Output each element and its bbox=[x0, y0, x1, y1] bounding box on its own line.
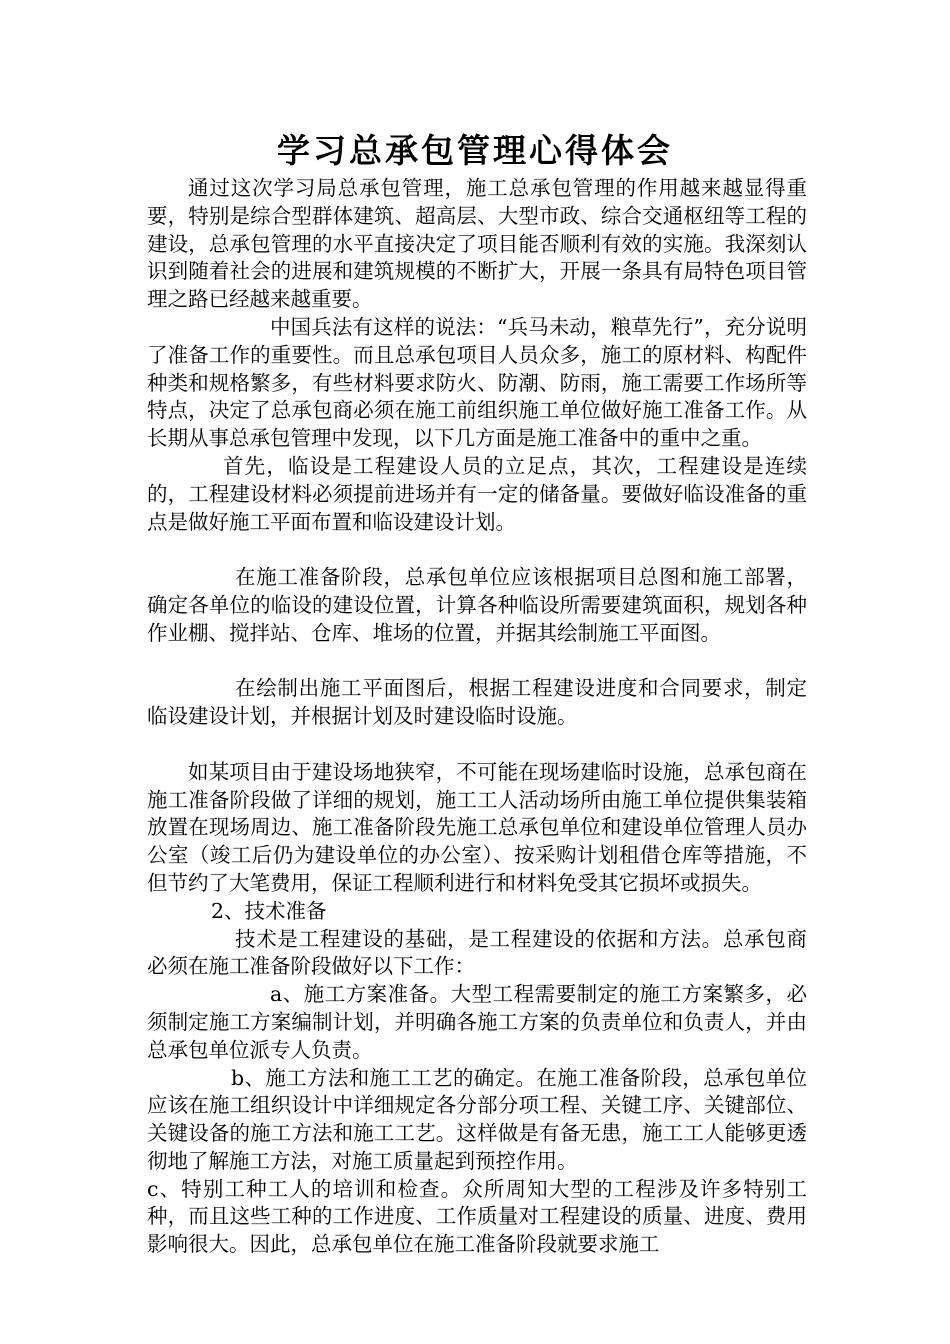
paragraph-temporary-facilities: 首先，临设是工程建设人员的立足点，其次，工程建设是连续的，工程建设材料必须提前进场并有一定的储备量。要做好临设准备的重点是做好施工平面布置和临设建设计划。 bbox=[147, 453, 807, 534]
paragraph-intro: 通过这次学习局总承包管理，施工总承包管理的作用越来越显得重要，特别是综合型群体建筑、超高层、大型市政、综合交通枢纽等工程的建设，总承包管理的水平直接决定了项目能否顺利有效的实施。我深刻认识到随着社会的进展和建筑规模的不断扩大，开展一条具有局特色项目管理之路已经越来越重要。 bbox=[147, 176, 807, 312]
list-item-a-construction-plans: a、施工方案准备。大型工程需要制定的施工方案繁多，必须制定施工方案编制计划，并明确各施工方案的负责单位和负责人，并由总承包单位派专人负责。 bbox=[147, 982, 807, 1062]
paragraph-site-layout: 在施工准备阶段，总承包单位应该根据项目总图和施工部署，确定各单位的临设的建设位置，计算各种临设所需要建筑面积，规划各种作业棚、搅拌站、仓库、堆场的位置，并据其绘制施工平面图。 bbox=[147, 565, 807, 645]
paragraph-preparation-importance: 中国兵法有这样的说法：“兵马未动，粮草先行”，充分说明了准备工作的重要性。而且总承包项目人员众多，施工的原材料、构配件种类和规格繁多，有些材料要求防火、防潮、防雨，施工需要工作场所等特点，决定了总承包商必须在施工前组织施工单位做好施工准备工作。从长期从事总承包管理中发现，以下几方面是施工准备中的重中之重。 bbox=[147, 314, 807, 451]
paragraph-spacer bbox=[147, 648, 807, 676]
document-body bbox=[147, 175, 807, 1259]
paragraph-spacer bbox=[147, 731, 807, 759]
document-title: 学习总承包管理心得体会 bbox=[277, 131, 673, 170]
section-heading-technical-preparation: 2、技术准备 bbox=[211, 898, 327, 923]
paragraph-project-example: 如某项目由于建设场地狭窄，不可能在现场建临时设施，总承包商在施工准备阶段做了详细的规划，施工工人活动场所由施工单位提供集装箱放置在现场周边、施工准备阶段先施工总承包单位和建设单位管理人员办公室（竣工后仍为建设单位的办公室）、按采购计划租借仓库等措施，不但节约了大笔费用，保证工程顺利进行和材料免受其它损坏或损失。 bbox=[147, 759, 807, 895]
list-item-b-methods-and-processes: b、施工方法和施工工艺的确定。在施工准备阶段，总承包单位应该在施工组织设计中详细规定各分部分项工程、关键工序、关键部位、关键设备的施工方法和施工工艺。这样做是有备无患，施工工人能够更透彻地了解施工方法，对施工质量起到预控作用。 bbox=[147, 1065, 807, 1173]
paragraph-construction-plan: 在绘制出施工平面图后，根据工程建设进度和合同要求，制定临设建设计划，并根据计划及时建设临时设施。 bbox=[147, 676, 807, 729]
list-item-c-worker-training: c、特别工种工人的培训和检查。众所周知大型的工程涉及许多特别工种，而且这些工种的工作进度、工作质量对工程建设的质量、进度、费用影响很大。因此，总承包单位在施工准备阶段就要求施工 bbox=[147, 1176, 807, 1257]
paragraph-technical-basis: 技术是工程建设的基础，是工程建设的依据和方法。总承包商必须在施工准备阶段做好以下工作： bbox=[147, 926, 807, 979]
paragraph-spacer bbox=[147, 536, 807, 564]
